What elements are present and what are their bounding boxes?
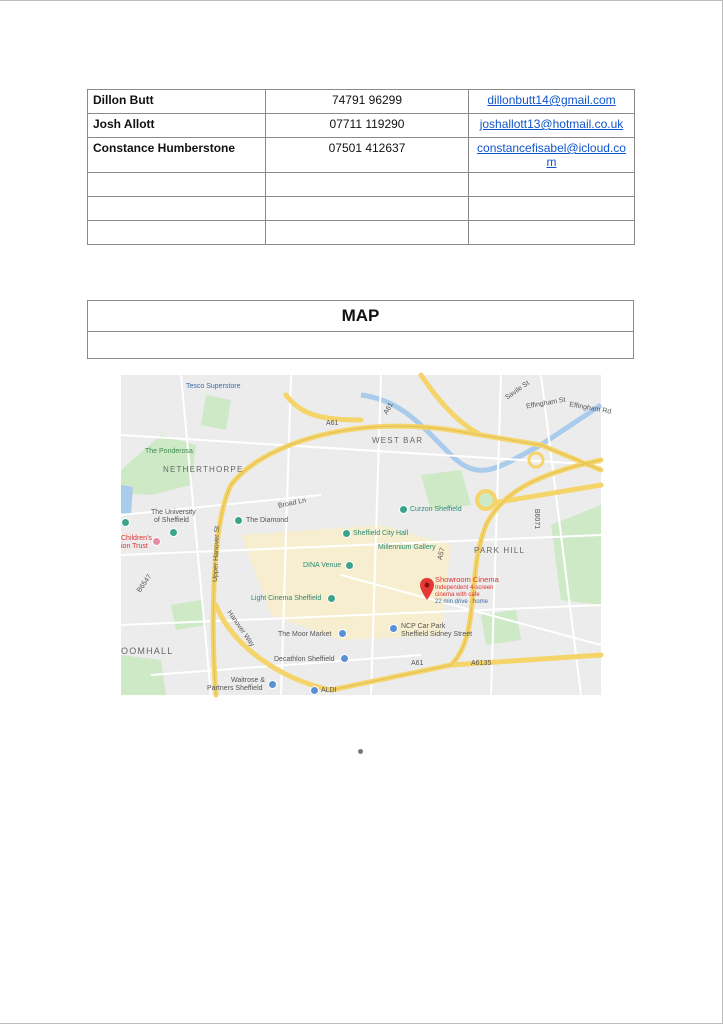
place-label: Light Cinema Sheffield [251,595,322,602]
place-label: Sheffield City Hall [353,530,409,537]
empty-cell [88,332,634,359]
place-pin [152,537,161,546]
contact-name: Constance Humberstone [88,138,266,173]
place-label: Children's [121,535,152,542]
place-pin [399,505,408,514]
email-part: m [546,155,557,169]
place-label: The Ponderosa [145,448,193,455]
contact-email-link[interactable]: joshallott13@hotmail.co.uk [479,117,624,131]
destination-desc: Independent 4-screen [435,585,494,591]
place-label: ion Trust [121,543,148,550]
destination-desc: cinema with cafe [435,592,480,598]
place-pin [169,528,178,537]
road-label: A57 [436,546,447,561]
road-label: Broad Ln [277,497,307,510]
road-label: B6071 [533,508,541,530]
road-label: A61 [326,420,339,427]
place-label: Partners Sheffield [207,685,263,692]
place-pin [268,680,277,689]
map-image [121,375,612,695]
place-label: Curzon Sheffield [410,506,462,513]
empty-cell [469,173,635,197]
table-row [88,221,635,245]
district-label: NETHERTHORPE [163,465,244,474]
table-row [88,114,635,138]
road-label: Hanover Way [225,609,256,648]
empty-cell [469,197,635,221]
contact-phone: 07711 119290 [266,114,469,138]
page-dot [358,749,363,754]
place-pin [234,516,243,525]
district-label: WEST BAR [372,436,424,445]
road-label: Effingham Rd [568,401,612,416]
destination-label: Showroom Cinema [435,575,499,584]
place-label: The University [151,509,196,516]
place-pin [327,594,336,603]
district-label: OOMHALL [121,646,174,656]
place-label: of Sheffield [154,517,189,524]
map-section-title: MAP [88,301,634,332]
empty-cell [88,197,266,221]
road-label: Effingham St [525,396,567,411]
empty-cell [88,221,266,245]
contact-name: Dillon Butt [88,90,266,114]
place-label: The Moor Market [278,631,332,638]
road-label: B6547 [136,573,154,595]
place-label: Tesco Superstore [186,383,241,390]
place-pin [338,629,347,638]
table-row [88,138,635,173]
contacts-table [87,89,635,245]
table-row [88,90,635,114]
place-label: Waitrose & [231,677,265,684]
place-label: Millennium Gallery [378,544,436,551]
map-header-table [87,300,634,359]
table-row [88,173,635,197]
place-label: ALDI [321,687,337,694]
place-label: Sheffield Sidney Street [401,631,473,638]
place-label: The Diamond [246,517,289,524]
contact-email-link[interactable] [477,141,626,169]
road-label: A6135 [471,660,492,667]
contact-name: Josh Allott [88,114,266,138]
empty-cell [88,173,266,197]
place-pin [340,654,349,663]
place-label: NCP Car Park [401,623,446,630]
contact-phone: 07501 412637 [266,138,469,173]
place-label: DINA Venue [303,562,342,569]
email-part: constancefisabel@icloud.co [477,141,626,155]
road-label: A61 [411,660,424,667]
empty-cell [266,173,469,197]
place-pin [121,518,130,527]
empty-cell [266,221,469,245]
table-row [88,197,635,221]
place-pin [342,529,351,538]
location-pin-icon [420,578,434,600]
road-label: Savile St [504,379,531,402]
empty-cell [469,221,635,245]
road-label: Upper Hanover St [212,525,221,583]
place-pin [389,624,398,633]
place-pin [345,561,354,570]
district-label: PARK HILL [474,546,526,555]
place-label: Decathlon Sheffield [274,656,335,663]
empty-cell [266,197,469,221]
destination-desc: 22 min drive · home [435,599,489,605]
road-label: A61 [382,401,395,416]
contact-phone: 74791 96299 [266,90,469,114]
place-pin [310,686,319,695]
contact-email-link[interactable]: dillonbutt14@gmail.com [487,93,616,107]
